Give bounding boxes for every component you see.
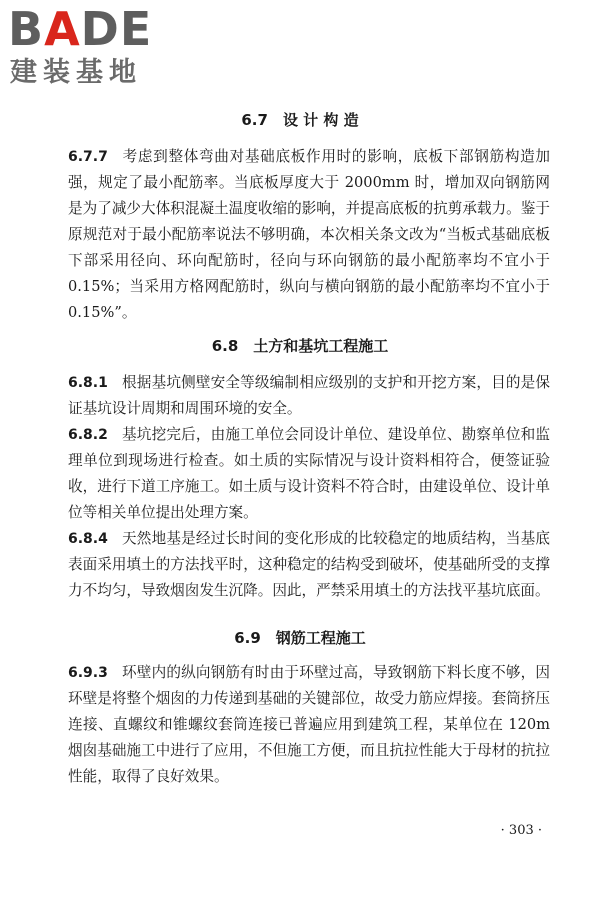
brand-logo (8, 2, 183, 88)
logo-wordmark (8, 2, 153, 56)
clause-6-8-1 (68, 370, 550, 422)
clause-number: 6.9.3 (68, 665, 108, 681)
clause-number: 6.8.2 (68, 427, 108, 443)
section-heading-6-8: 6.8 土方和基坑工程施工 (211, 337, 389, 355)
section-heading-6-9: 6.9 钢筋工程施工 (234, 629, 366, 647)
logo-letters-de: DE (80, 2, 153, 56)
clause-number: 6.8.4 (68, 531, 108, 547)
page-number: · 303 · (500, 823, 542, 838)
clause-6-9-3 (68, 660, 550, 790)
section-heading-6-7: 6.7 设 计 构 造 (241, 111, 359, 129)
clause-text: 考虑到整体弯曲对基础底板作用时的影响，底板下部钢筋构造加强，规定了最小配筋率。当底板厚度大于 2000mm 时，增加双向钢筋网是为了减少大体积混凝土温度收缩的影响，并提高底板的抗剪承载力。鉴于原规范对于最小配筋率说法不够明确，本次相关条文改为“当板式基础底板下部采用径向、环向配筋时，径向与环向钢筋的最小配筋率均不宜小于 0.15%；当采用方格网配筋时，纵向与横向钢筋的最小配筋率均不宜小于 0.15%”。 (68, 148, 550, 321)
clause-text: 根据基坑侧壁安全等级编制相应级别的支护和开挖方案，目的是保证基坑设计周期和周围环境的安全。 (68, 374, 550, 417)
logo-letter-a: A (44, 2, 81, 56)
clause-number: 6.7.7 (68, 149, 108, 165)
clause-6-8-2 (68, 422, 550, 526)
clause-text: 基坑挖完后，由施工单位会同设计单位、建设单位、勘察单位和监理单位到现场进行检查。如土质的实际情况与设计资料相符合，便签证验收，进行下道工序施工。如土质与设计资料不符合时，由建设单位、设计单位等相关单位提出处理方案。 (68, 426, 550, 521)
logo-letter-b: B (8, 2, 45, 56)
clause-text: 天然地基是经过长时间的变化形成的比较稳定的地质结构，当基底表面采用填土的方法找平时，这种稳定的结构受到破坏，使基础所受的支撑力不均匀，导致烟囱发生沉降。因此，严禁采用填土的方法找平基坑底面。 (68, 530, 550, 599)
clause-6-7-7 (68, 144, 550, 326)
clause-text: 环壁内的纵向钢筋有时由于环壁过高，导致钢筋下料长度不够，因环壁是将整个烟囱的力传递到基础的关键部位，故受力筋应焊接。套筒挤压连接、直螺纹和锥螺纹套筒连接已普遍应用到建筑工程，某单位在 120m 烟囱基础施工中进行了应用，不但施工方便，而且抗拉性能大于母材的抗拉性能，取得了良好效果。 (68, 664, 550, 785)
clause-6-8-4 (68, 526, 550, 604)
logo-subtitle: 建装基地 (10, 57, 142, 88)
clause-number: 6.8.1 (68, 375, 108, 391)
